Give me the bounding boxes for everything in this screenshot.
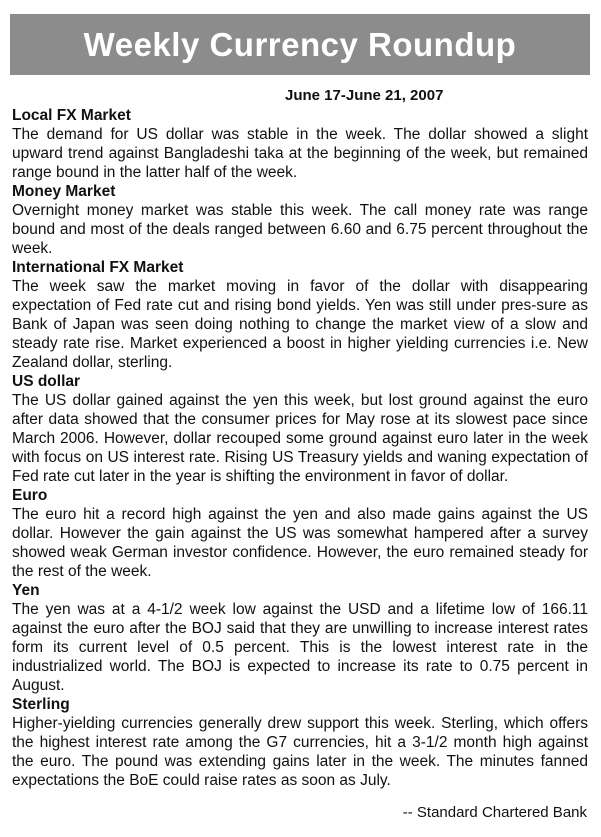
section-money-market [12, 182, 588, 258]
section-heading: Money Market [12, 183, 116, 200]
section-text: The euro hit a record high against the yen and also made gains against the US dollar. However the gain against the US was somewhat hampered after a survey showed weak German investor confidence. However, the euro remained steady for the rest of the week. [12, 506, 588, 580]
section-euro [12, 486, 588, 581]
section-heading: International FX Market [12, 259, 184, 276]
section-text: The week saw the market moving in favor of the dollar with disappearing expectation of Fed rate cut and rising bond yields. Yen was still under pres-sure as Bank of Japan was seen doing nothing to change the market view of a slow and steady rate rise. Market experienced a boost in higher yielding currencies i.e. New Zealand dollar, sterling. [12, 278, 588, 371]
section-text: The demand for US dollar was stable in the week. The dollar showed a slight upward trend against Bangladeshi taka at the beginning of the week, but remained range bound in the latter half of the week. [12, 126, 588, 181]
section-heading: US dollar [12, 373, 81, 390]
section-text: Overnight money market was stable this week. The call money rate was range bound and most of the deals ranged between 6.60 and 6.75 percent throughout the week. [12, 202, 588, 257]
source-attribution: -- Standard Chartered Bank [402, 804, 587, 821]
article-body [12, 106, 588, 790]
section-yen [12, 581, 588, 695]
section-local-fx-market [12, 106, 588, 182]
section-us-dollar [12, 372, 588, 486]
date-range: June 17-June 21, 2007 [285, 87, 444, 104]
section-heading: Euro [12, 487, 48, 504]
section-text: Higher-yielding currencies generally drew support this week. Sterling, which offers the highest interest rate among the G7 currencies, hit a 3-1/2 month high against the euro. The pound was extending gains later in the week. The minutes fanned expectations the BoE could raise rates as soon as July. [12, 715, 588, 789]
section-heading: Yen [12, 582, 40, 599]
section-sterling [12, 695, 588, 790]
section-international-fx-market [12, 258, 588, 372]
section-heading: Local FX Market [12, 107, 131, 124]
section-text: The yen was at a 4-1/2 week low against the USD and a lifetime low of 166.11 against the euro after the BOJ said that they are unwilling to increase interest rates form its current level of 0.5 percent. This is the lowest interest rate in the industrialized world. The BOJ is expected to increase its rate to 0.75 percent in August. [12, 601, 588, 694]
section-heading: Sterling [12, 696, 70, 713]
title-banner [10, 14, 590, 75]
section-text: The US dollar gained against the yen this week, but lost ground against the euro after data showed that the consumer prices for May rose at its slowest pace since March 2006. However, dollar recouped some ground against euro later in the week with focus on US interest rate. Rising US Treasury yields and waning expectation of Fed rate cut later in the year is shifting the environment in favor of dollar. [12, 392, 588, 485]
page-title: Weekly Currency Roundup [83, 25, 517, 63]
